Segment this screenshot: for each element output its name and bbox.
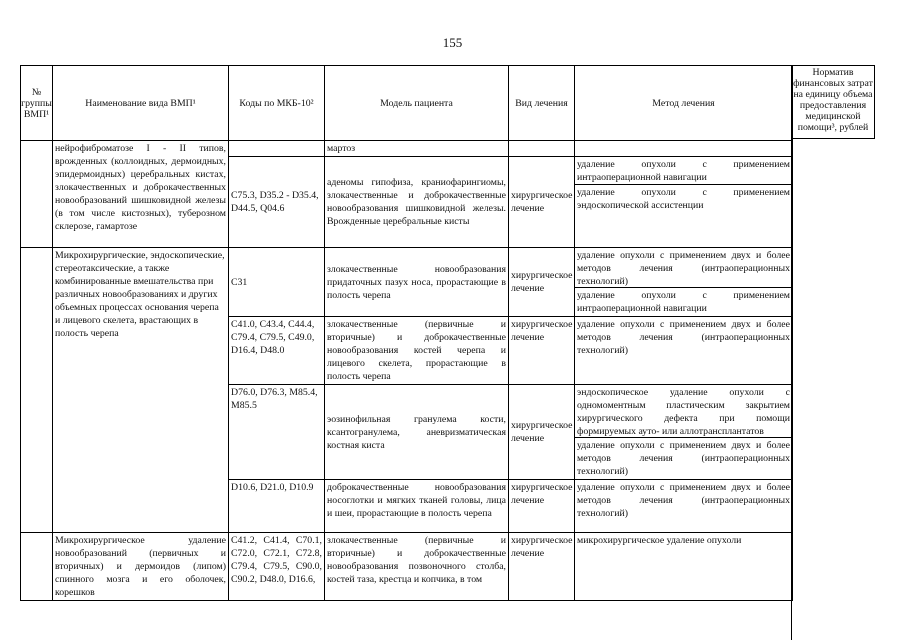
codes-cell: C31: [229, 248, 325, 317]
header-codes: Коды по МКБ-10²: [229, 66, 325, 141]
header-row: [21, 66, 793, 141]
vmp-name-cell: Микрохирургическое удаление новообразований (первичных и вторичных) и дермоидов (липом) спинного мозга и его оболочек, корешков: [53, 533, 229, 601]
method-item: удаление опухоли с применением эндоскопической ассистенции: [575, 184, 792, 213]
codes-cell: C75.3, D35.2 - D35.4, D44.5, Q04.6: [229, 157, 325, 248]
treatment-type-cell: [509, 141, 575, 157]
codes-cell: C41.0, C43.4, C44.4, C79.4, C79.5, C49.0, D16.4, D48.0: [229, 317, 325, 385]
method-item: эндоскопическое удаление опухоли с одномоментным пластическим закрытием хирургического дефекта при помощи формируемых ауто- или аллотрансплантатов: [577, 387, 790, 437]
method-cell: [575, 157, 793, 248]
codes-cell: [229, 141, 325, 157]
model-cell: злокачественные (первичные и вторичные) и доброкачественные новообразования костей черепа и лицевого скелета, прорастающие в полость черепа: [325, 317, 509, 385]
method-item: удаление опухоли с применением двух и более методов лечения (интраоперационных технологий): [577, 250, 790, 287]
method-cell: [575, 248, 793, 317]
treatment-type-cell: хирургическое лечение: [509, 157, 575, 248]
group-cell: [21, 533, 53, 601]
model-cell: злокачественные (первичные и вторичные) и доброкачественные новообразования позвоночного столба, костей таза, крестца и копчика, в том: [325, 533, 509, 601]
model-cell: аденомы гипофиза, краниофарингиомы, злокачественные и доброкачественные новообразования шишковидной железы. Врожденные церебральные кисты: [325, 157, 509, 248]
codes-cell: C41.2, C41.4, C70.1, C72.0, C72.1, C72.8, C79.4, C79.5, C90.0, C90.2, D48.0, D16.6,: [229, 533, 325, 601]
method-cell: [575, 385, 793, 480]
codes-cell: D76.0, D76.3, M85.4, M85.5: [229, 385, 325, 480]
method-cell: удаление опухоли с применением двух и более методов лечения (интраоперационных технологий): [575, 317, 793, 385]
model-cell: злокачественные новообразования придаточных пазух носа, прорастающие в полость черепа: [325, 248, 509, 317]
table-row: [21, 248, 793, 317]
table-row: [21, 533, 793, 601]
method-cell: [575, 141, 793, 157]
codes-cell: D10.6, D21.0, D10.9: [229, 480, 325, 533]
method-item: удаление опухоли с применением интраоперационной навигации: [575, 287, 792, 316]
treatment-type-cell: хирургическое лечение: [509, 385, 575, 480]
vmp-table: [20, 65, 793, 601]
method-item: удаление опухоли с применением интраоперационной навигации: [577, 159, 790, 183]
model-cell: мартоз: [325, 141, 509, 157]
group-cell: [21, 248, 53, 533]
header-model: Модель пациента: [325, 66, 509, 141]
model-cell: доброкачественные новообразования носоглотки и мягких тканей головы, лица и шеи, прорастающие в полость черепа: [325, 480, 509, 533]
treatment-type-cell: хирургическое лечение: [509, 480, 575, 533]
table-row: [21, 141, 793, 157]
method-cell: микрохирургическое удаление опухоли: [575, 533, 793, 601]
model-cell: эозинофильная гранулема кости, ксантогранулема, аневризматическая костная киста: [325, 385, 509, 480]
header-norm: Норматив финансовых затрат на единицу объема предоставления медицинской помощи³, рублей: [791, 65, 875, 139]
vmp-name-cell: Микрохирургические, эндоскопические, стереотаксические, а также комбинированные вмешательства при различных новообразованиях и других объемных процессах основания черепа и лицевого скелета, врастающих в полость черепа: [53, 248, 229, 533]
treatment-type-cell: хирургическое лечение: [509, 248, 575, 317]
header-group: № группы ВМП¹: [21, 66, 53, 141]
treatment-type-cell: хирургическое лечение: [509, 317, 575, 385]
method-cell: удаление опухоли с применением двух и более методов лечения (интраоперационных технологий): [575, 480, 793, 533]
header-method: Метод лечения: [575, 66, 793, 141]
header-name: Наименование вида ВМП¹: [53, 66, 229, 141]
vmp-name-cell: нейрофиброматозе I - II типов, врожденных (коллоидных, дермоидных, эпидермоидных) церебральных кистах, злокачественных и доброкачественных новообразований шишковидной железы (в том числе кистозных), туберозном склерозе, гамартозе: [53, 141, 229, 248]
group-cell: [21, 141, 53, 248]
norm-column: [791, 138, 875, 640]
treatment-type-cell: хирургическое лечение: [509, 533, 575, 601]
method-item: удаление опухоли с применением двух и более методов лечения (интраоперационных технологий): [575, 437, 792, 479]
page-number: 155: [442, 35, 463, 50]
header-treatment-type: Вид лечения: [509, 66, 575, 141]
